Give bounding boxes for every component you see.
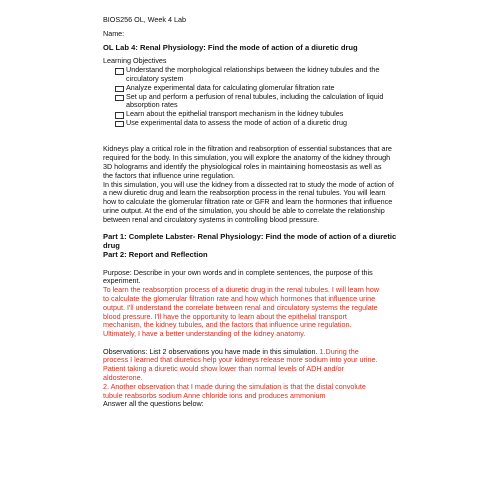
questions-instruction: Answer all the questions below:	[103, 399, 204, 409]
checkbox-icon	[115, 121, 124, 128]
objectives-list	[103, 66, 403, 128]
intro-line: how to calculate the glomerular filtration rate or GFR and learn the hormones that influence	[103, 197, 393, 207]
objective-text: circulatory system	[126, 73, 184, 83]
intro-line: urine output. At the end of the simulation, you should be able to correlate the relationship	[103, 205, 385, 215]
course-header: BIOS256 OL, Week 4 Lab	[103, 15, 186, 24]
objective-item	[103, 119, 403, 128]
observations-answer: tubule reabsorbs sodium Anne chloride ions and produces ammonium	[103, 390, 326, 400]
objective-text: Set up and perform a perfusion of renal tubules, including the calculation of liquid	[126, 91, 384, 101]
purpose-prompt: experiment.	[103, 276, 141, 286]
part1-heading	[103, 233, 403, 251]
objectives-heading: Learning Objectives	[103, 56, 167, 66]
observations-answer-start: 1.During the	[317, 346, 359, 356]
part1-line: Part 1: Complete Labster- Renal Physiology: Find the mode of action of a diuretic	[103, 232, 397, 242]
purpose-answer: output. I'll understand the correlate between renal and circulatory systems the regulate	[103, 302, 378, 312]
intro-line: between renal and circulatory systems in controlling blood pressure.	[103, 214, 320, 224]
purpose-answer: blood pressure. I'll have the opportunity to learn about the epithelial transport	[103, 311, 347, 321]
intro-line: required for the body. In this simulation, you will explore the anatomy of the kidney through	[103, 153, 391, 163]
checkbox-icon	[115, 68, 124, 75]
objective-text: Analyze experimental data for calculating glomerular filtration rate	[126, 82, 335, 92]
part1-line: drug	[103, 241, 120, 251]
observations-prompt: Observations: List 2 observations you have made in this simulation.	[103, 346, 318, 356]
intro-line: 3D holograms and identify the physiological roles in maintaining homeostasis as well as	[103, 161, 382, 171]
intro-line: the factors that influence urine regulation.	[103, 170, 235, 180]
purpose-answer: to calculate the glomerular filtration rate and how which hormones that influence urine	[103, 293, 376, 303]
name-label: Name:	[103, 28, 125, 38]
document-page	[103, 16, 403, 409]
objective-text: Use experimental data to assess the mode of action of a diuretic drug	[126, 117, 347, 127]
objective-item	[103, 93, 403, 111]
checkbox-icon	[115, 95, 124, 102]
observations-answer: Patient taking a diuretic would show lower than normal levels of ADH and/or	[103, 364, 344, 374]
lab-title: OL Lab 4: Renal Physiology: Find the mode of action of a diuretic drug	[103, 42, 358, 52]
checkbox-icon	[115, 112, 124, 119]
observations-answer: 2. Another observation that I made during the simulation is that the distal convolute	[103, 381, 366, 391]
intro-line: In this simulation, you will use the kidney from a dissected rat to study the mode of action of	[103, 179, 394, 189]
part2-heading: Part 2: Report and Reflection	[103, 249, 208, 259]
purpose-answer: mechanism, the kidney tubules, and the factors that influence urine regulation.	[103, 320, 352, 330]
purpose-answer: To learn the reabsorption process of a diuretic drug in the renal tubules. I will learn how	[103, 285, 380, 295]
objective-text: Learn about the epithelial transport mechanism in the kidney tubules	[126, 109, 344, 119]
checkbox-icon	[115, 86, 124, 93]
purpose-prompt: Purpose: Describe in your own words and in complete sentences, the purpose of this	[103, 267, 373, 277]
observations-answer: process I learned that diuretics help your kidneys release more sodium into your urine.	[103, 355, 378, 365]
observations-section	[103, 348, 403, 410]
intro-line: Kidneys play a critical role in the filtration and reabsorption of essential substances that are	[103, 144, 392, 154]
objective-item	[103, 66, 403, 84]
purpose-answer: Ultimately, I have a better understanding of the kidney anatomy.	[103, 329, 306, 339]
observations-answer: aldosterone.	[103, 373, 143, 383]
objective-text: Understand the morphological relationships between the kidney tubules and the	[126, 65, 380, 75]
purpose-section	[103, 269, 403, 339]
intro-line: a new diuretic drug and learn the reabsorption process in the renal tubules. You will learn	[103, 188, 386, 198]
intro-paragraph	[103, 145, 403, 224]
objective-text: absorption rates	[126, 100, 178, 110]
